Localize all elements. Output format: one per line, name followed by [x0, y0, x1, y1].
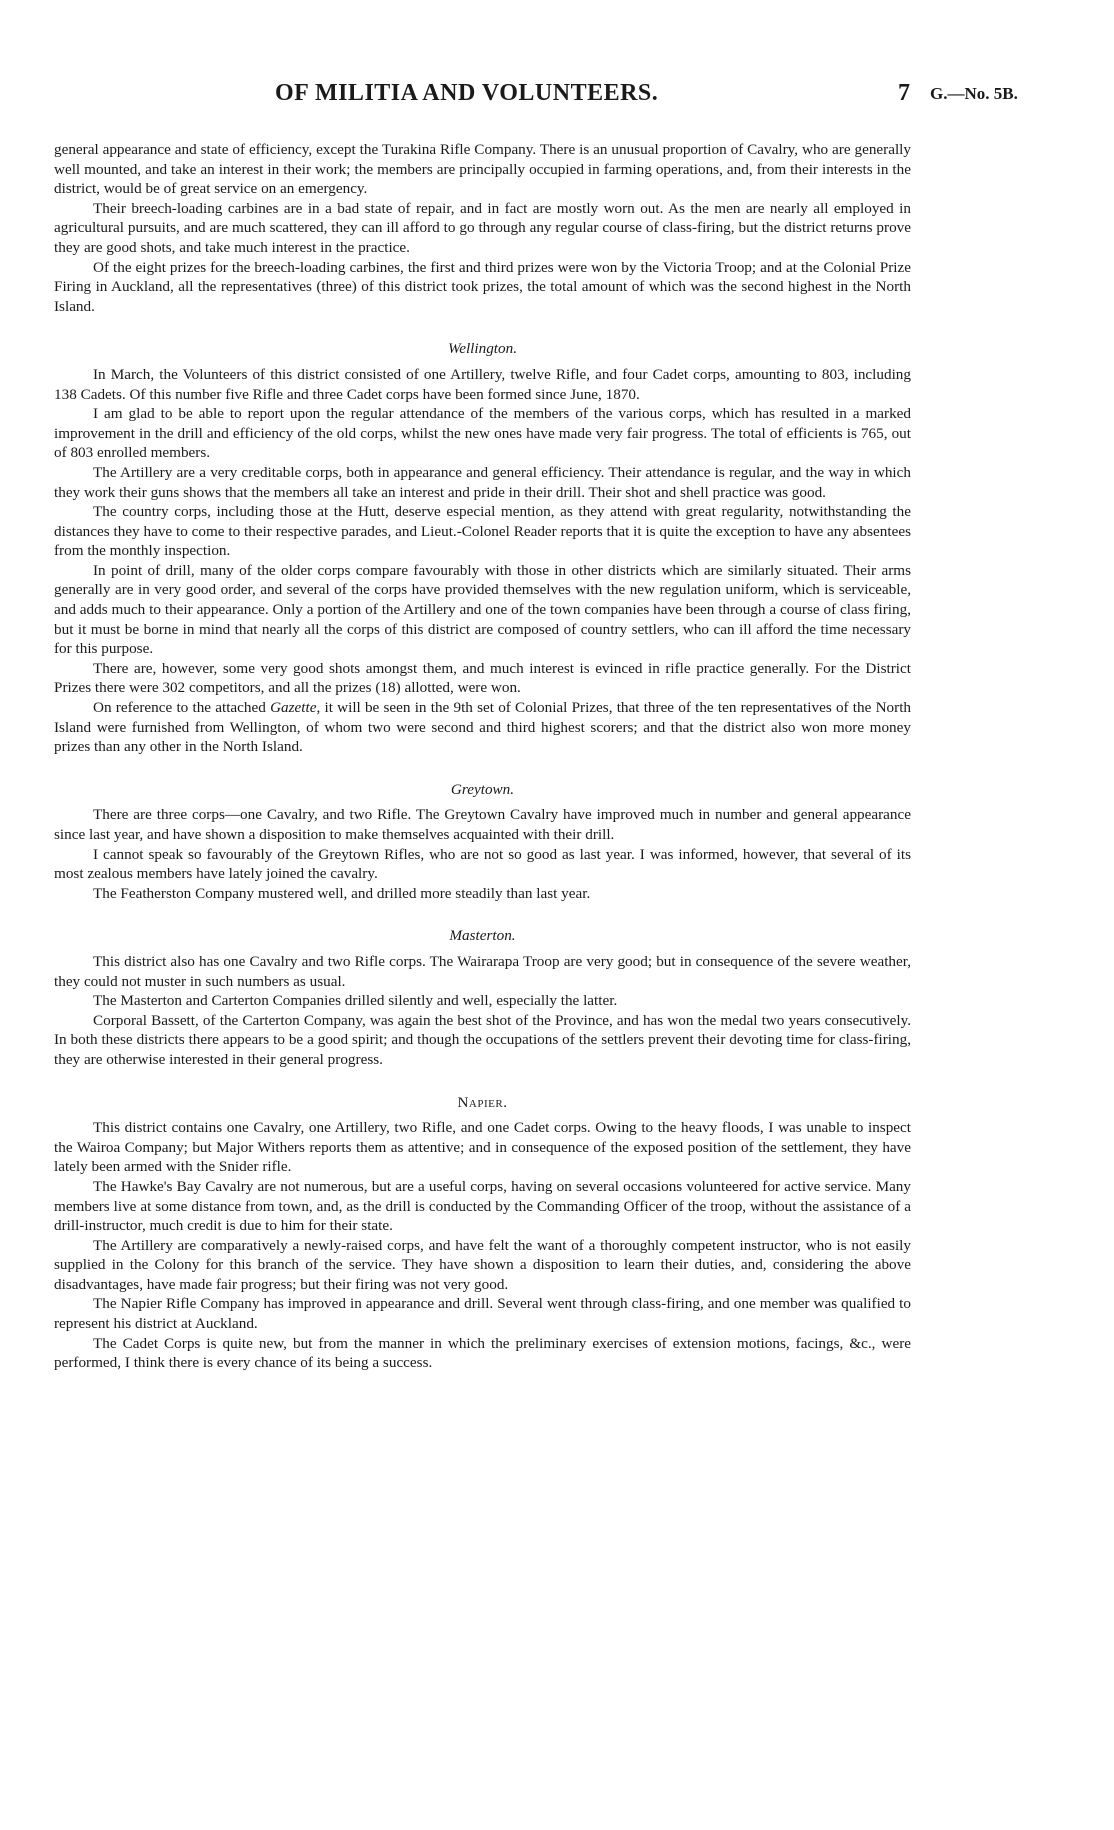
paragraph: Of the eight prizes for the breech-loading carbines, the first and third prizes were won by the Victoria Troop; and at the Colonial Prize Firing in Auckland, all the representatives (three) of this district took prizes, the total amount of which was the second highest in the North Island.	[54, 258, 911, 315]
paragraph	[54, 698, 911, 757]
paragraph: The Artillery are comparatively a newly-raised corps, and have felt the want of a thoroughly competent instructor, who is not easily supplied in the Colony for this branch of the service. They have shown a disposition to learn their duties, and, considering the above disadvantages, have made fair progress; but their firing was not very good.	[54, 1236, 911, 1293]
document-body	[54, 140, 911, 1373]
page-header	[0, 80, 1114, 120]
section-heading-greytown: Greytown.	[450, 780, 515, 798]
section-heading-masterton: Masterton.	[449, 927, 516, 945]
paragraph: The country corps, including those at the Hutt, deserve especial mention, as they attend with great regularity, notwithstanding the distances they have to come to their respective parades, and Lieut.-Colonel Reader reports that it is quite the exception to have any absentees from the monthly inspection.	[54, 503, 911, 560]
paragraph: Their breech-loading carbines are in a bad state of repair, and in fact are mostly worn out. As the men are nearly all employed in agricultural pursuits, and are much scattered, they can ill afford to go through any regular course of class-firing, but the district returns prove they are good shots, and take much interest in the practice.	[54, 199, 911, 256]
paragraph: The Hawke's Bay Cavalry are not numerous, but are a useful corps, having on several occasions volunteered for active service. Many members live at some distance from town, and, as the drill is conducted by the Commanding Officer of the troop, without the assistance of a drill-instructor, much credit is due to him for their state.	[54, 1177, 911, 1235]
paragraph: There are three corps—one Cavalry, and two Rifle. The Greytown Cavalry have improved much in number and general appearance since last year, and have shown a disposition to make themselves acquainted with their drill.	[54, 806, 911, 843]
paragraph: In March, the Volunteers of this district consisted of one Artillery, twelve Rifle, and four Cadet corps, amounting to 803, including 138 Cadets. Of this number five Rifle and three Cadet corps have been formed since June, 1870.	[54, 365, 911, 403]
paragraph: There are, however, some very good shots amongst them, and much interest is evinced in rifle practice generally. For the District Prizes there were 302 competitors, and all the prizes (18) allotted, were won.	[54, 659, 911, 697]
paragraph: I am glad to be able to report upon the regular attendance of the members of the various corps, which has resulted in a marked improvement in the drill and efficiency of the old corps, whilst the new ones have made very fair progress. The total of efficients is 765, out of 803 enrolled members.	[54, 405, 911, 462]
paragraph: The Masterton and Carterton Companies drilled silently and well, especially the latter.	[93, 992, 618, 1010]
paragraph: Corporal Bassett, of the Carterton Company, was again the best shot of the Province, and has won the medal two years consecutively. In both these districts there appears to be a good spirit; and though the occupations of the settlers prevent their devoting time for class-firing, they are otherwise interested in their general progress.	[54, 1011, 911, 1068]
running-title: OF MILITIA AND VOLUNTEERS.	[275, 80, 659, 106]
paragraph: In point of drill, many of the older corps compare favourably with those in other districts which are similarly situated. Their arms generally are in very good order, and several of the corps have provided themselves with the new regulation uniform, which is serviceable, and adds much to their appearance. Only a portion of the Artillery and one of the town companies have been through a course of class firing, but it must be borne in mind that nearly all the corps of this district are composed of country settlers, who can ill afford the time necessary for this purpose.	[54, 561, 911, 658]
paragraph: The Cadet Corps is quite new, but from the manner in which the preliminary exercises of extension motions, facings, &c., were performed, I think there is every chance of its being a success.	[54, 1334, 911, 1372]
paragraph: The Featherston Company mustered well, and drilled more steadily than last year.	[93, 884, 591, 902]
text-run: On reference to the attached	[93, 699, 271, 717]
paragraph: general appearance and state of efficiency, except the Turakina Rifle Company. There is an unusual proportion of Cavalry, who are generally well mounted, and take an interest in their work; the members are principally occupied in farming operations, and, from their interests in the district, would be of great service on an emergency.	[54, 141, 911, 198]
paragraph: This district contains one Cavalry, one Artillery, two Rifle, and one Cadet corps. Owing to the heavy floods, I was unable to inspect the Wairoa Company; but Major Withers reports them as attentive; and in consequence of the exposed position of the settlement, they have lately been armed with the Snider rifle.	[54, 1119, 911, 1176]
paragraph: I cannot speak so favourably of the Greytown Rifles, who are not so good as last year. I was informed, however, that several of its most zealous members have lately joined the cavalry.	[54, 845, 911, 883]
paragraph: The Napier Rifle Company has improved in appearance and drill. Several went through class-firing, and one member was qualified to represent his district at Auckland.	[54, 1295, 911, 1333]
gazette-italic: Gazette	[270, 699, 317, 717]
paragraph: The Artillery are a very creditable corps, both in appearance and general efficiency. Their attendance is regular, and the way in which they work their guns shows that the members all take an interest and pride in their drill. Their shot and shell practice was good.	[54, 463, 911, 501]
page-number: 7	[898, 80, 910, 106]
text-run: , it will be seen in the 9th set of Colonial Prizes, that three of the ten representatives of the North Island were furnished from Wellington, of whom two were second and third highest scorers; and that the district also won more money prizes than any other in the North Island.	[54, 699, 912, 756]
section-heading-napier: Napier.	[457, 1093, 508, 1111]
paragraph: This district also has one Cavalry and two Rifle corps. The Wairarapa Troop are very good; but in consequence of the severe weather, they could not muster in such numbers as usual.	[54, 952, 911, 990]
section-heading-wellington: Wellington.	[447, 340, 518, 358]
document-reference: G.—No. 5B.	[930, 84, 1018, 103]
